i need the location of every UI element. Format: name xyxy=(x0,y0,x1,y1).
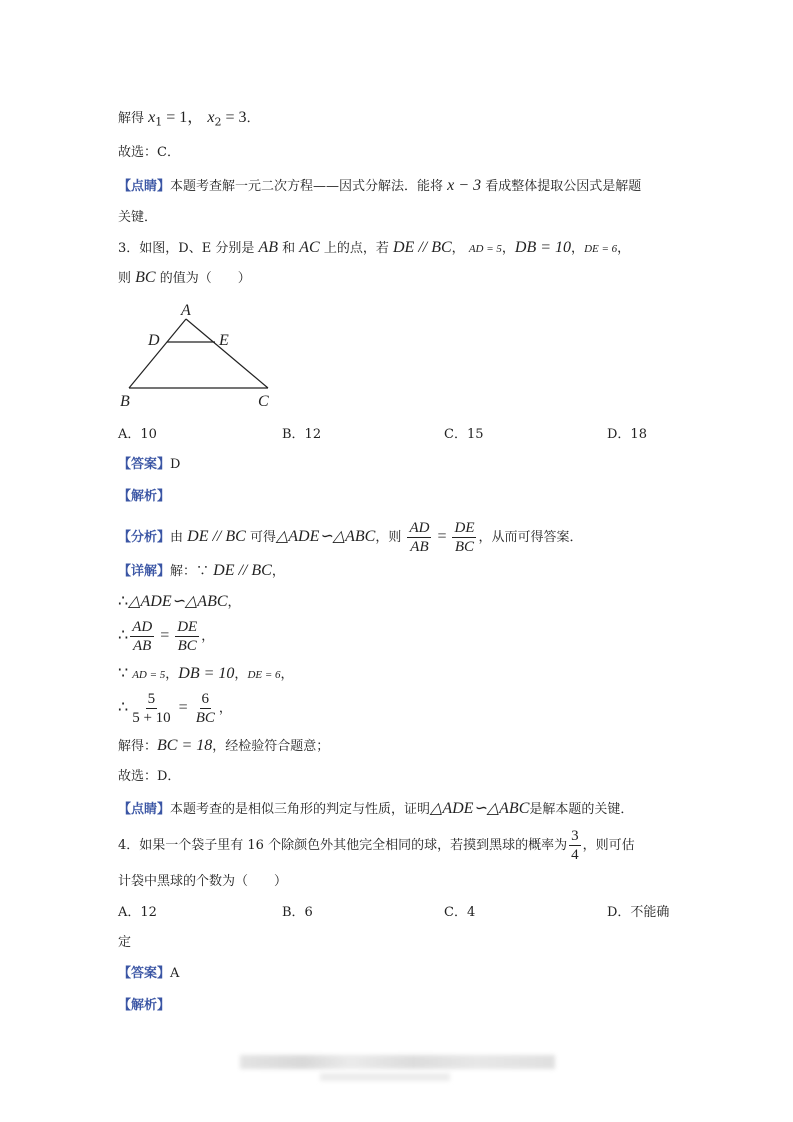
label-C: C xyxy=(258,393,269,410)
option-a: A．10 xyxy=(118,427,157,442)
label-A: A xyxy=(181,302,191,319)
label-B: B xyxy=(120,393,130,410)
analysis-line: 【分析】由 DE // BC 可得△ADE∽△ABC，则 $\frac{AD}{AB}$ = $\frac{DE}{BC}$ ，从而可得答案． xyxy=(118,520,583,555)
option-4d: D．不能确 xyxy=(607,905,670,920)
blurred-watermark xyxy=(240,1055,555,1069)
option-4b: B．6 xyxy=(282,905,313,920)
choice-line: 故选：C． xyxy=(118,145,180,160)
label-D: D xyxy=(148,332,160,349)
step-4: ∴ $\frac{5}{5 + 10}$ = $\frac{6}{BC}$ ， xyxy=(118,691,232,726)
question-4: 4．如果一个袋子里有 16 个除颜色外其他完全相同的球，若摸到黑球的概率为 $\frac{3}{4}$ ，则可估 xyxy=(118,828,635,863)
analysis-3-tag: 【解析】 xyxy=(118,489,171,504)
detail-line: 【详解】解：∵ DE // BC， xyxy=(118,562,285,579)
analysis-4-tag: 【解析】 xyxy=(118,998,171,1013)
question-3: 3．如图，D、E 分别是 AB 和 AC 上的点，若 DE // BC， AD = 5，DB = 10，DE = 6， xyxy=(118,239,631,256)
option-4c: C．4 xyxy=(444,905,476,920)
answer-3: 【答案】D xyxy=(118,457,181,472)
solution-line: 解得 $x_1 = 1$， $x_2 = 3$． xyxy=(118,109,260,129)
step-1: ∴△ADE∽△ABC， xyxy=(118,593,241,610)
comment-line: 【点睛】本题考查解一元二次方程——因式分解法．能将 x − 3 看成整体提取公因式是解题 xyxy=(118,177,642,194)
step-3: ∵ AD = 5，DB = 10，DE = 6， xyxy=(118,665,294,682)
step-6: 故选：D． xyxy=(118,769,181,784)
option-c: C．15 xyxy=(444,427,484,442)
question-4-cont: 计袋中黑球的个数为（ ） xyxy=(118,874,288,889)
comment-3: 【点睛】本题考查的是相似三角形的判定与性质，证明△ADE∽△ABC是解本题的关键． xyxy=(118,800,634,817)
option-4d-cont: 定 xyxy=(118,935,132,950)
option-4a: A．12 xyxy=(118,905,157,920)
blurred-watermark-2 xyxy=(320,1073,450,1081)
triangle-figure xyxy=(115,300,285,412)
step-2: ∴ $\frac{AD}{AB}$ = $\frac{DE}{BC}$ ， xyxy=(118,619,215,654)
question-3-cont: 则 BC 的值为（ ） xyxy=(118,269,251,286)
step-5: 解得：BC = 18，经检验符合题意； xyxy=(118,737,330,754)
comment-tag: 【点睛】 xyxy=(118,179,171,194)
option-b: B．12 xyxy=(282,427,322,442)
label-E: E xyxy=(219,332,229,349)
option-d: D．18 xyxy=(607,427,647,442)
answer-4: 【答案】A xyxy=(118,966,180,981)
comment-line-cont: 关键． xyxy=(118,210,158,225)
